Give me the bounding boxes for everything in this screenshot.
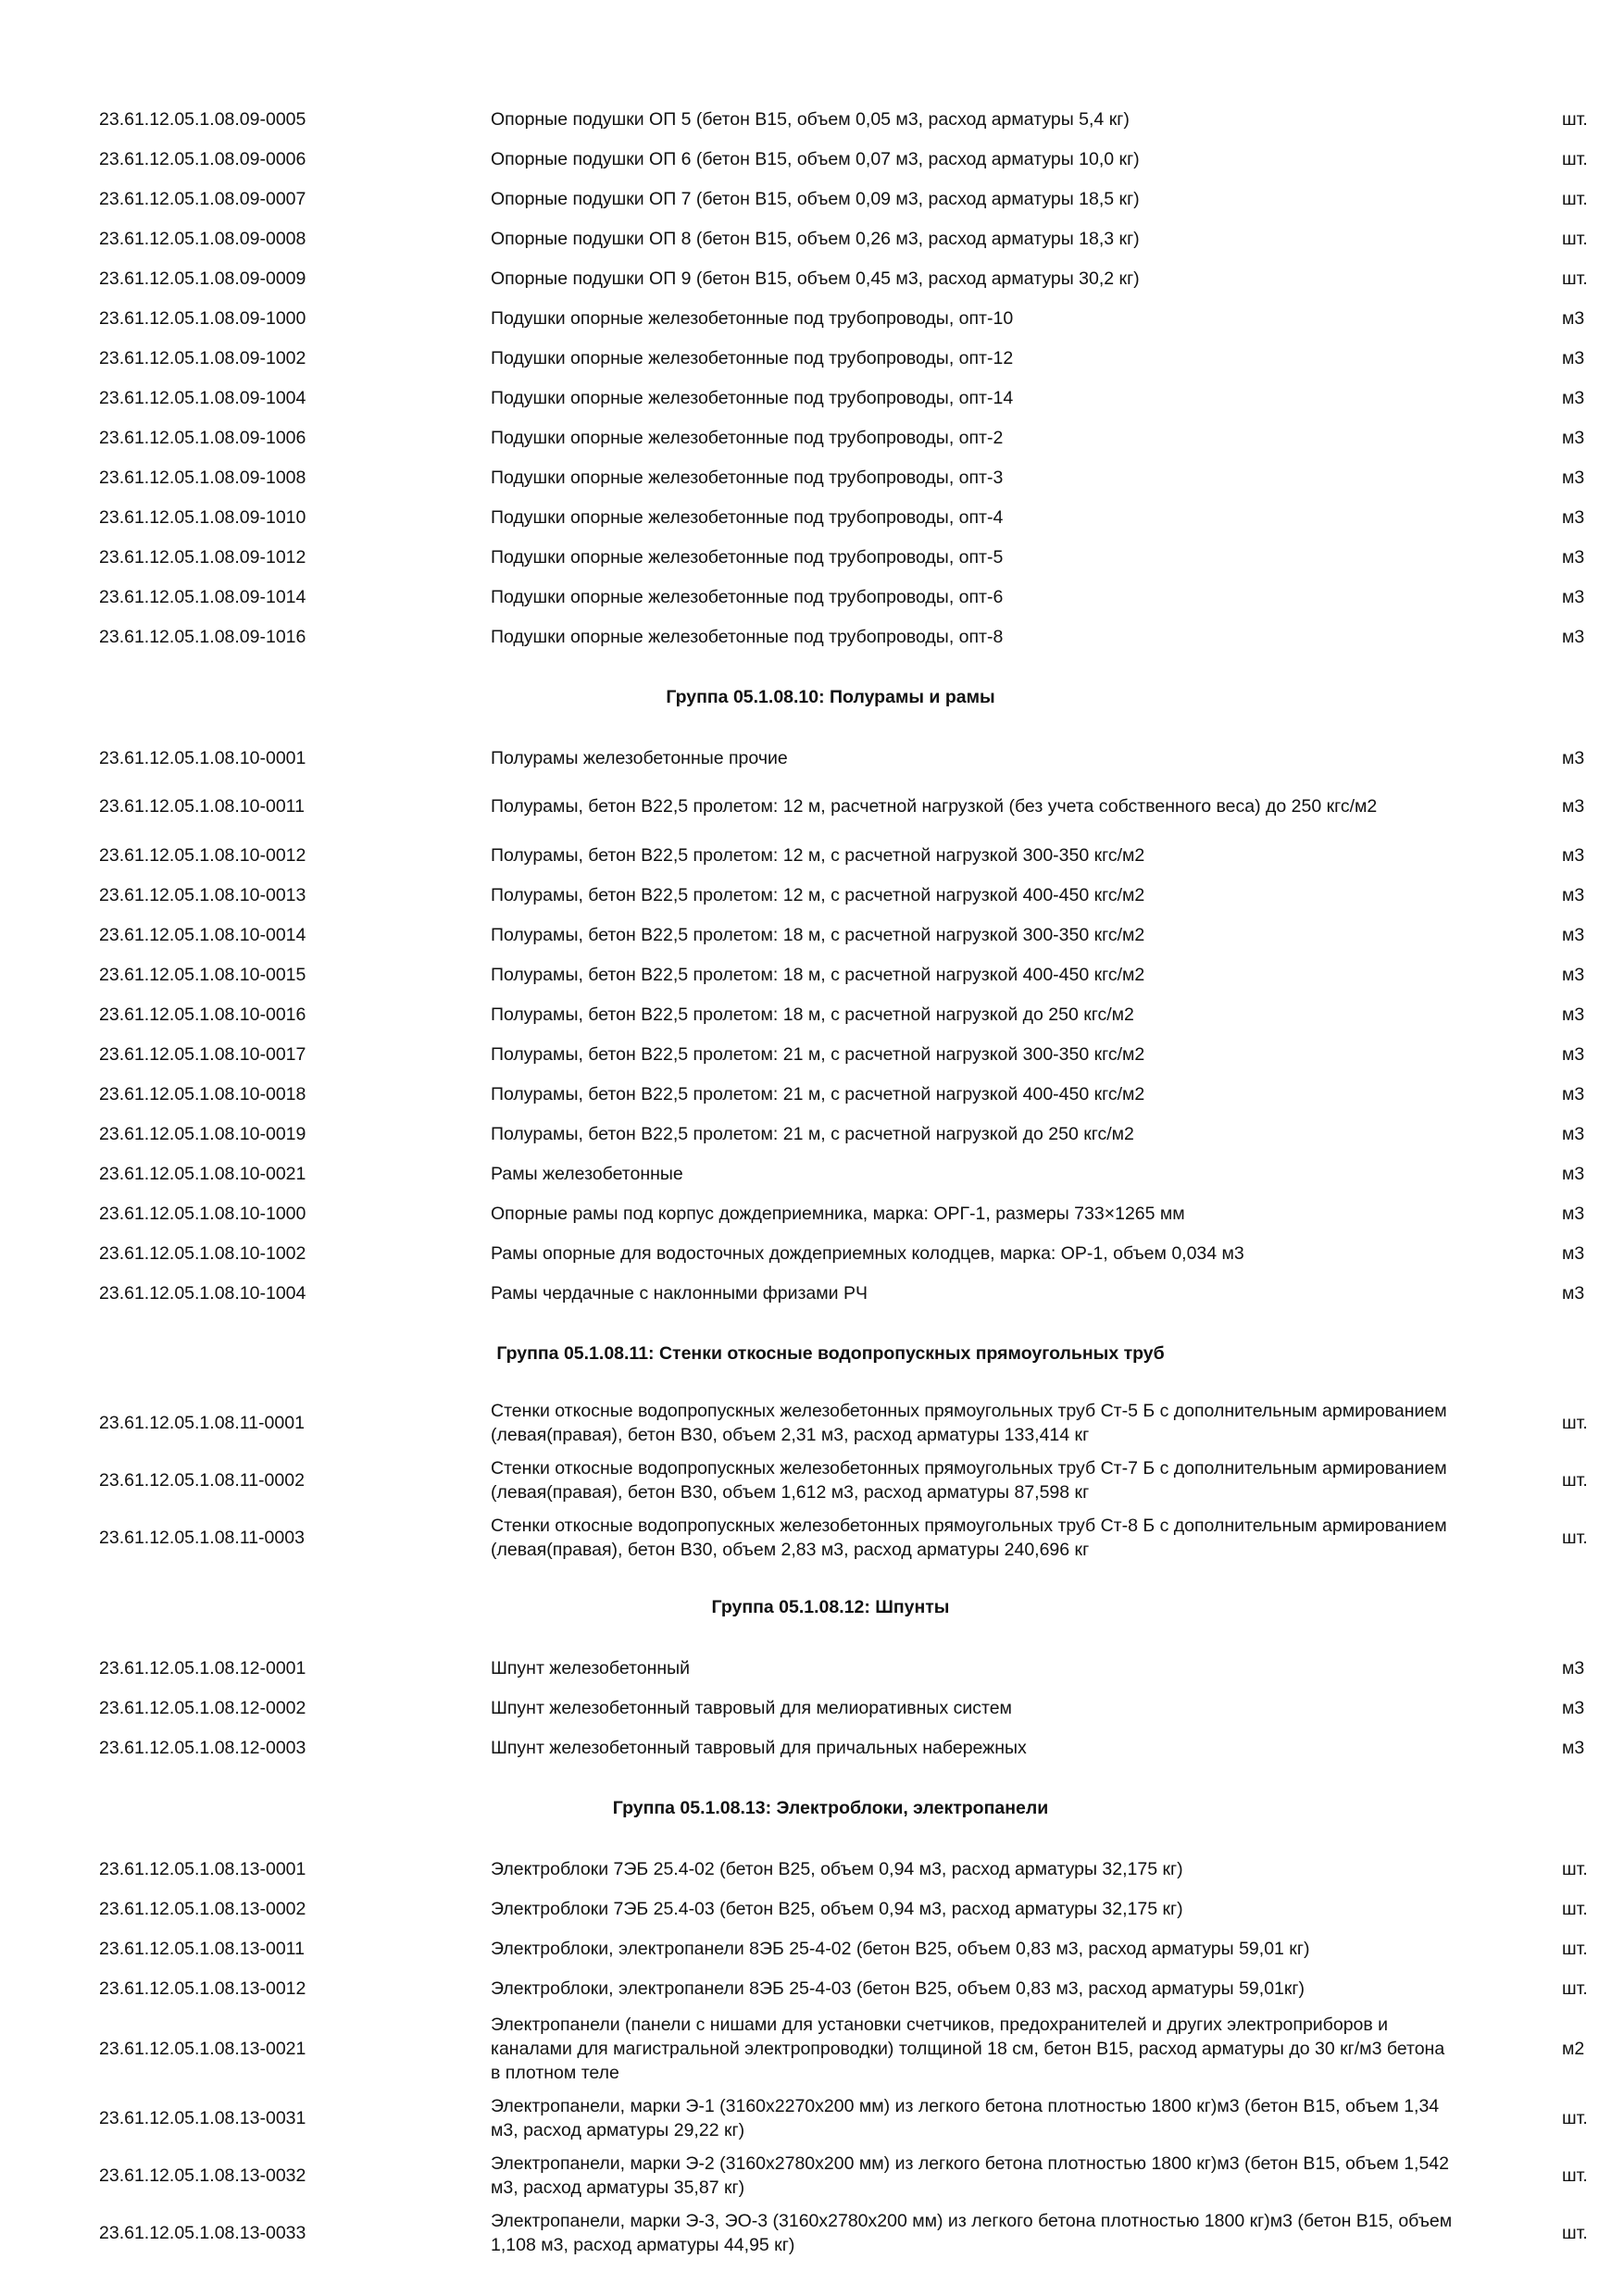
row-name: Полурамы, бетон B22,5 пролетом: 21 м, с расчетной нагрузкой до 250 кгс/м2 [491, 1123, 1134, 1144]
row-name: Электроблоки, электропанели 8ЭБ 25-4-03 (бетон B25, объем 0,83 м3, расход арматуры 59,01кг) [491, 1978, 1305, 1999]
row-name: Шпунт железобетонный [491, 1657, 691, 1678]
row-unit: м3 [1562, 1242, 1585, 1264]
row-name: Опорные подушки ОП 7 (бетон B15, объем 0,09 м3, расход арматуры 18,5 кг) [491, 188, 1140, 209]
row-code: 23.61.12.05.1.08.13-0012 [99, 1978, 306, 1999]
row-unit: шт. [1562, 1858, 1588, 1879]
row-name: Электропанели, марки Э-3, ЭО-3 (3160х2780х200 мм) из легкого бетона плотностью 1800 кг)м3 (бетон B15, объем 1,108 м3, расход арматуры 44,95 кг) [491, 2211, 1453, 2255]
table-row [0, 2008, 1624, 2090]
row-code: 23.61.12.05.1.08.13-0033 [99, 2223, 306, 2243]
row-unit: м3 [1562, 924, 1585, 945]
row-code: 23.61.12.05.1.08.09-0008 [99, 228, 306, 249]
table-row [0, 179, 1624, 218]
row-unit: м3 [1562, 747, 1585, 768]
table-row [0, 1114, 1624, 1154]
row-code: 23.61.12.05.1.08.10-0016 [99, 1004, 306, 1025]
table-row [0, 1928, 1624, 1968]
row-name: Рамы опорные для водосточных дождеприемных колодцев, марка: ОР-1, объем 0,034 м3 [491, 1242, 1244, 1264]
row-unit: м3 [1562, 427, 1585, 448]
row-code: 23.61.12.05.1.08.10-0015 [99, 964, 306, 985]
row-code: 23.61.12.05.1.08.09-1008 [99, 467, 306, 488]
row-unit: шт. [1562, 2223, 1588, 2243]
row-unit: м3 [1562, 964, 1585, 985]
row-name: Опорные подушки ОП 8 (бетон B15, объем 0,26 м3, расход арматуры 18,3 кг) [491, 228, 1140, 249]
table-row [0, 617, 1624, 656]
row-code: 23.61.12.05.1.08.10-1004 [99, 1282, 306, 1304]
row-name: Шпунт железобетонный тавровый для причальных набережных [491, 1737, 1027, 1758]
row-code: 23.61.12.05.1.08.10-0019 [99, 1123, 306, 1144]
row-name: Полурамы, бетон B22,5 пролетом: 12 м, с расчетной нагрузкой 400-450 кгс/м2 [491, 884, 1145, 905]
table-row [0, 577, 1624, 617]
row-unit: м3 [1562, 884, 1585, 905]
table-row [0, 835, 1624, 875]
row-unit: м3 [1562, 626, 1585, 647]
table-row [0, 139, 1624, 179]
row-code: 23.61.12.05.1.08.12-0003 [99, 1737, 306, 1758]
table-row [0, 457, 1624, 497]
row-unit: шт. [1562, 1978, 1588, 1999]
row-unit: м3 [1562, 1043, 1585, 1065]
table-row [0, 1233, 1624, 1273]
row-unit: шт. [1562, 2165, 1588, 2186]
row-code: 23.61.12.05.1.08.13-0011 [99, 1938, 305, 1959]
row-unit: шт. [1562, 268, 1588, 289]
row-code: 23.61.12.05.1.08.12-0002 [99, 1697, 306, 1718]
row-unit: м3 [1562, 1203, 1585, 1224]
row-unit: шт. [1562, 1938, 1588, 1959]
row-unit: м3 [1562, 796, 1585, 817]
table-row [0, 218, 1624, 258]
table-row [0, 99, 1624, 139]
table-row [0, 378, 1624, 418]
table-row [0, 1394, 1624, 1452]
row-unit: шт. [1562, 2108, 1588, 2128]
row-code: 23.61.12.05.1.08.13-0002 [99, 1898, 306, 1919]
row-code: 23.61.12.05.1.08.09-1012 [99, 546, 306, 568]
table-row [0, 955, 1624, 994]
row-unit: шт. [1562, 148, 1588, 169]
row-name: Опорные рамы под корпус дождеприемника, марка: ОРГ-1, размеры 733×1265 мм [491, 1203, 1185, 1224]
table-row [0, 778, 1624, 835]
row-code: 23.61.12.05.1.08.10-1000 [99, 1203, 306, 1224]
row-name: Опорные подушки ОП 5 (бетон B15, объем 0,05 м3, расход арматуры 5,4 кг) [491, 108, 1130, 130]
group-heading: Группа 05.1.08.12: Шпунты [711, 1596, 950, 1617]
row-name: Электроблоки 7ЭБ 25.4-02 (бетон B25, объем 0,94 м3, расход арматуры 32,175 кг) [491, 1858, 1183, 1879]
row-unit: м3 [1562, 1004, 1585, 1025]
table-row [0, 2147, 1624, 2204]
table-row [0, 915, 1624, 955]
row-code: 23.61.12.05.1.08.10-1002 [99, 1242, 306, 1264]
row-code: 23.61.12.05.1.08.10-0011 [99, 796, 305, 817]
row-unit: м3 [1562, 1123, 1585, 1144]
row-unit: шт. [1562, 1470, 1588, 1491]
row-name: Полурамы, бетон B22,5 пролетом: 21 м, с расчетной нагрузкой 300-350 кгс/м2 [491, 1043, 1145, 1065]
row-unit: м3 [1562, 1282, 1585, 1304]
table-row [0, 1154, 1624, 1193]
row-unit: шт. [1562, 1528, 1588, 1548]
row-name: Электроблоки, электропанели 8ЭБ 25-4-02 (бетон B25, объем 0,83 м3, расход арматуры 59,01 кг) [491, 1938, 1310, 1959]
table-row [0, 1509, 1624, 1566]
table-row [0, 338, 1624, 378]
row-unit: м3 [1562, 506, 1585, 528]
row-unit: м3 [1562, 1083, 1585, 1104]
row-code: 23.61.12.05.1.08.10-0001 [99, 747, 306, 768]
row-unit: м3 [1562, 467, 1585, 488]
row-code: 23.61.12.05.1.08.09-1004 [99, 387, 306, 408]
row-name: Полурамы, бетон B22,5 пролетом: 12 м, с расчетной нагрузкой 300-350 кгс/м2 [491, 844, 1145, 866]
row-name: Подушки опорные железобетонные под трубопроводы, опт-12 [491, 347, 1014, 368]
table-row [0, 738, 1624, 778]
row-code: 23.61.12.05.1.08.13-0021 [99, 2039, 306, 2059]
row-name: Подушки опорные железобетонные под трубопроводы, опт-4 [491, 506, 1004, 528]
row-code: 23.61.12.05.1.08.11-0003 [99, 1528, 305, 1548]
row-name: Подушки опорные железобетонные под трубопроводы, опт-8 [491, 626, 1004, 647]
row-name: Полурамы, бетон B22,5 пролетом: 18 м, с расчетной нагрузкой 400-450 кгс/м2 [491, 964, 1145, 985]
table-row [0, 2090, 1624, 2147]
row-name: Электропанели, марки Э-2 (3160х2780х200 мм) из легкого бетона плотностью 1800 кг)м3 (бетон B15, объем 1,542 м3, расход арматуры 35,87 кг) [491, 2153, 1449, 2198]
table-row [0, 497, 1624, 537]
row-name: Подушки опорные железобетонные под трубопроводы, опт-14 [491, 387, 1014, 408]
row-code: 23.61.12.05.1.08.10-0017 [99, 1043, 306, 1065]
row-unit: м3 [1562, 1697, 1585, 1718]
row-name: Электропанели, марки Э-1 (3160х2270х200 мм) из легкого бетона плотностью 1800 кг)м3 (бетон B15, объем 1,34 м3, расход арматуры 29,22 кг) [491, 2096, 1440, 2140]
table-row [0, 1688, 1624, 1728]
group-heading: Группа 05.1.08.10: Полурамы и рамы [666, 686, 995, 707]
row-unit: м3 [1562, 347, 1585, 368]
row-unit: шт. [1562, 188, 1588, 209]
row-name: Стенки откосные водопропускных железобетонных прямоугольных труб Ст-5 Б с дополнительным армированием (левая(правая), бетон B30, объем 2,31 м3, расход арматуры 133,414 кг [491, 1401, 1447, 1445]
row-name: Полурамы, бетон B22,5 пролетом: 12 м, расчетной нагрузкой (без учета собственного веса) до 250 кгс/м2 [491, 796, 1378, 817]
row-name: Полурамы железобетонные прочие [491, 747, 788, 768]
row-code: 23.61.12.05.1.08.13-0032 [99, 2165, 306, 2186]
table-row [0, 1452, 1624, 1509]
row-code: 23.61.12.05.1.08.09-1006 [99, 427, 306, 448]
row-unit: м3 [1562, 844, 1585, 866]
row-code: 23.61.12.05.1.08.09-1016 [99, 626, 306, 647]
table-row [0, 1648, 1624, 1688]
row-code: 23.61.12.05.1.08.10-0012 [99, 844, 306, 866]
table-row [0, 1728, 1624, 1767]
row-code: 23.61.12.05.1.08.13-0001 [99, 1858, 306, 1879]
row-code: 23.61.12.05.1.08.09-1000 [99, 307, 306, 329]
table-row [0, 994, 1624, 1034]
row-name: Подушки опорные железобетонные под трубопроводы, опт-2 [491, 427, 1004, 448]
row-code: 23.61.12.05.1.08.09-0007 [99, 188, 306, 209]
table-row [0, 875, 1624, 915]
row-code: 23.61.12.05.1.08.10-0014 [99, 924, 306, 945]
table-row [0, 418, 1624, 457]
row-unit: м3 [1562, 1163, 1585, 1184]
row-unit: м2 [1562, 2039, 1585, 2059]
row-unit: м3 [1562, 307, 1585, 329]
row-unit: м3 [1562, 1657, 1585, 1678]
row-code: 23.61.12.05.1.08.09-1002 [99, 347, 306, 368]
row-name: Опорные подушки ОП 9 (бетон B15, объем 0,45 м3, расход арматуры 30,2 кг) [491, 268, 1140, 289]
row-unit: шт. [1562, 108, 1588, 130]
row-unit: м3 [1562, 546, 1585, 568]
table-row [0, 2204, 1624, 2262]
row-name: Стенки откосные водопропускных железобетонных прямоугольных труб Ст-7 Б с дополнительным армированием (левая(правая), бетон B30, объем 1,612 м3, расход арматуры 87,598 кг [491, 1458, 1447, 1503]
row-code: 23.61.12.05.1.08.09-1010 [99, 506, 306, 528]
row-unit: шт. [1562, 228, 1588, 249]
row-name: Стенки откосные водопропускных железобетонных прямоугольных труб Ст-8 Б с дополнительным армированием (левая(правая), бетон B30, объем 2,83 м3, расход арматуры 240,696 кг [491, 1516, 1447, 1560]
row-name: Опорные подушки ОП 6 (бетон B15, объем 0,07 м3, расход арматуры 10,0 кг) [491, 148, 1140, 169]
row-code: 23.61.12.05.1.08.10-0018 [99, 1083, 306, 1104]
table-row [0, 1193, 1624, 1233]
row-name: Полурамы, бетон B22,5 пролетом: 21 м, с расчетной нагрузкой 400-450 кгс/м2 [491, 1083, 1145, 1104]
table-row [0, 537, 1624, 577]
row-unit: м3 [1562, 1737, 1585, 1758]
row-name: Рамы железобетонные [491, 1163, 683, 1184]
row-code: 23.61.12.05.1.08.12-0001 [99, 1657, 306, 1678]
table-row [0, 1849, 1624, 1889]
row-name: Подушки опорные железобетонные под трубопроводы, опт-10 [491, 307, 1014, 329]
row-code: 23.61.12.05.1.08.11-0001 [99, 1413, 305, 1433]
row-name: Шпунт железобетонный тавровый для мелиоративных систем [491, 1697, 1012, 1718]
row-unit: шт. [1562, 1413, 1588, 1433]
table-row [0, 1034, 1624, 1074]
row-name: Подушки опорные железобетонные под трубопроводы, опт-6 [491, 586, 1004, 607]
row-code: 23.61.12.05.1.08.09-0005 [99, 108, 306, 130]
row-code: 23.61.12.05.1.08.10-0013 [99, 884, 306, 905]
table-row [0, 258, 1624, 298]
row-name: Электроблоки 7ЭБ 25.4-03 (бетон B25, объем 0,94 м3, расход арматуры 32,175 кг) [491, 1898, 1183, 1919]
group-heading: Группа 05.1.08.11: Стенки откосные водопропускных прямоугольных труб [496, 1342, 1165, 1364]
row-unit: м3 [1562, 586, 1585, 607]
row-code: 23.61.12.05.1.08.10-0021 [99, 1163, 306, 1184]
row-unit: шт. [1562, 1898, 1588, 1919]
group-heading: Группа 05.1.08.13: Электроблоки, электропанели [612, 1797, 1049, 1818]
row-code: 23.61.12.05.1.08.11-0002 [99, 1470, 305, 1491]
table-row [0, 1968, 1624, 2008]
table-row [0, 1074, 1624, 1114]
row-code: 23.61.12.05.1.08.09-0009 [99, 268, 306, 289]
row-name: Рамы чердачные с наклонными фризами РЧ [491, 1282, 868, 1304]
row-code: 23.61.12.05.1.08.09-1014 [99, 586, 306, 607]
row-code: 23.61.12.05.1.08.09-0006 [99, 148, 306, 169]
row-name: Полурамы, бетон B22,5 пролетом: 18 м, с расчетной нагрузкой до 250 кгс/м2 [491, 1004, 1134, 1025]
table-row [0, 1889, 1624, 1928]
row-name: Подушки опорные железобетонные под трубопроводы, опт-5 [491, 546, 1004, 568]
table-row [0, 298, 1624, 338]
row-name: Полурамы, бетон B22,5 пролетом: 18 м, с расчетной нагрузкой 300-350 кгс/м2 [491, 924, 1145, 945]
row-name: Электропанели (панели с нишами для установки счетчиков, предохранителей и других электроприборов и каналами для магистральной электропроводки) толщиной 18 см, бетон B15, расход арматуры до 30 кг/м3 бетона в плотном теле [491, 2015, 1445, 2083]
row-unit: м3 [1562, 387, 1585, 408]
table-row [0, 1273, 1624, 1313]
row-code: 23.61.12.05.1.08.13-0031 [99, 2108, 306, 2128]
row-name: Подушки опорные железобетонные под трубопроводы, опт-3 [491, 467, 1004, 488]
